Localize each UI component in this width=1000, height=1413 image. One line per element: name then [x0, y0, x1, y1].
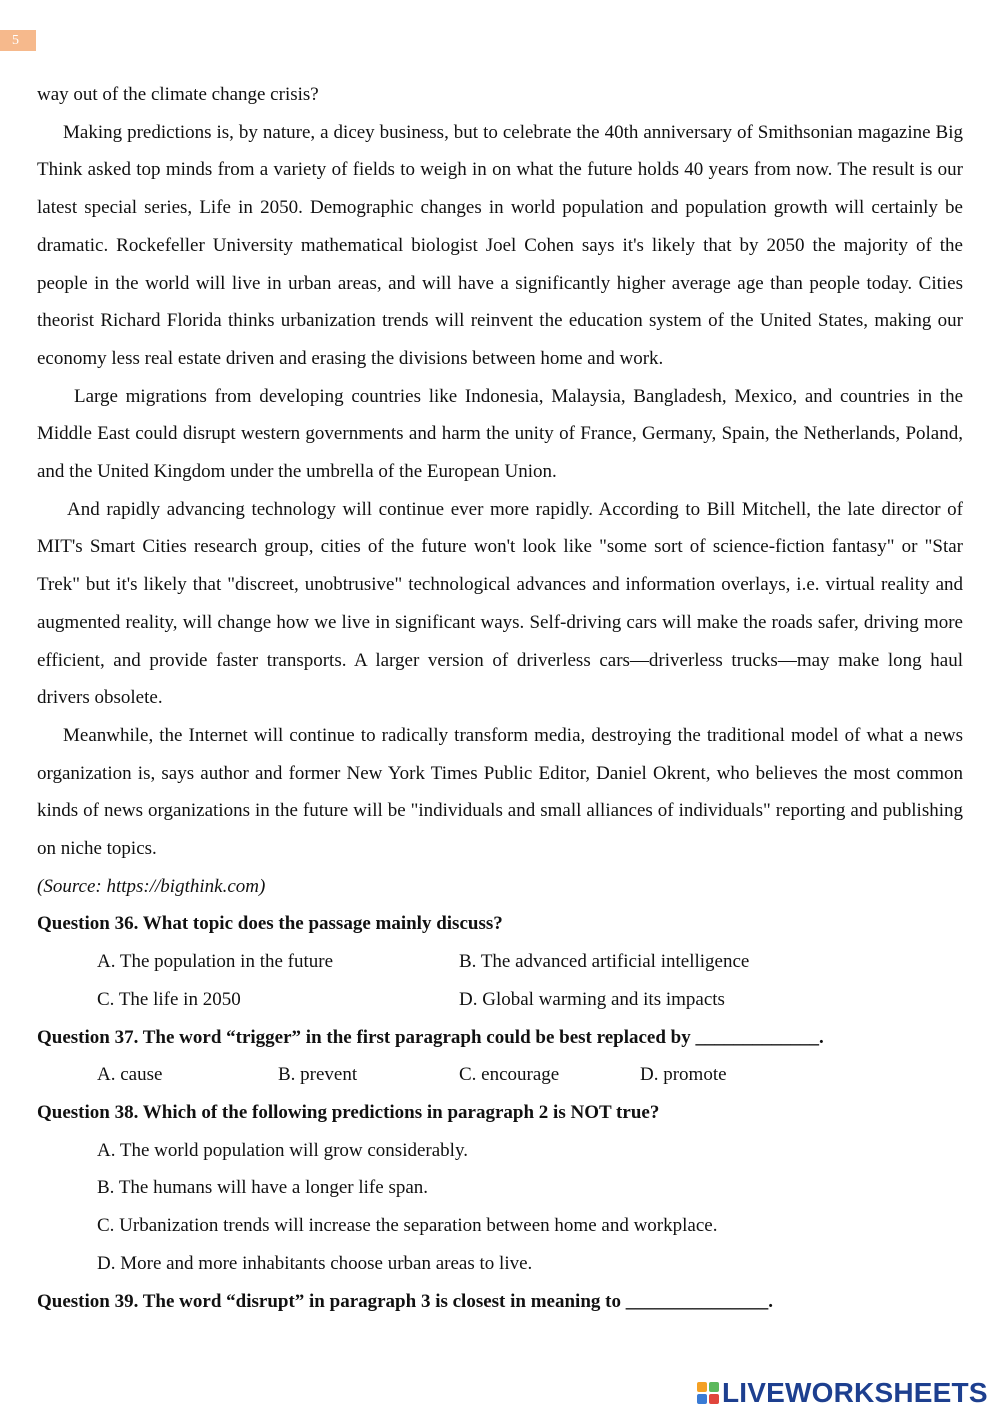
- paragraph-continuation: way out of the climate change crisis?: [37, 84, 319, 105]
- question-38-option-b[interactable]: B. The humans will have a longer life span.: [97, 1177, 429, 1199]
- question-37-option-d[interactable]: D. promote: [640, 1064, 727, 1086]
- question-36-options-row-2: [37, 981, 963, 1019]
- question-38-option-d[interactable]: D. More and more inhabitants choose urban areas to live.: [97, 1252, 533, 1274]
- paragraph-3: Large migrations from developing countries like Indonesia, Malaysia, Bangladesh, Mexico, and countries in the Middle East could disrupt western governments and harm the unity of France, Germany, Spain, the Netherlands, Poland, and the United Kingdom under the umbrella of the European Union.: [37, 385, 963, 483]
- liveworksheets-logo: [697, 1375, 988, 1411]
- question-36-option-b[interactable]: B. The advanced artificial intelligence: [459, 951, 750, 973]
- question-38-option-a[interactable]: A. The world population will grow considerably.: [97, 1139, 468, 1161]
- question-39-stem: Question 39. The word “disrupt” in paragraph 3 is closest in meaning to _______________.: [37, 1290, 773, 1312]
- paragraph-4: And rapidly advancing technology will continue ever more rapidly. According to Bill Mitchell, the late director of MIT's Smart Cities research group, cities of the future won't look like "some sort of science-fiction fantasy" or "Star Trek" but it's likely that "discreet, unobtrusive" technological advances and information overlays, i.e. virtual reality and augmented reality, will change how we live in significant ways. Self-driving cars will make the roads safer, driving more efficient, and provide faster transports. A larger version of driverless cars—driverless trucks—may make long haul drivers obsolete.: [37, 498, 963, 709]
- paragraph-5: Meanwhile, the Internet will continue to radically transform media, destroying the traditional model of what a news organization is, says author and former New York Times Public Editor, Daniel Okrent, who believes the most common kinds of news organizations in the future will be "individuals and small alliances of individuals" reporting and publishing on niche topics.: [37, 724, 963, 860]
- page-number-badge: 5: [0, 30, 36, 51]
- source-citation: (Source: https://bigthink.com): [37, 875, 266, 897]
- question-36-option-a[interactable]: A. The population in the future: [97, 951, 334, 973]
- question-37-option-b[interactable]: B. prevent: [278, 1064, 358, 1086]
- liveworksheets-logo-text: LIVEWORKSHEETS: [722, 1377, 988, 1408]
- question-36-option-d[interactable]: D. Global warming and its impacts: [459, 988, 725, 1010]
- worksheet-content: [37, 76, 963, 1320]
- question-36-options-row-1: [37, 943, 963, 981]
- liveworksheets-logo-icon: [697, 1382, 719, 1404]
- question-38-stem: Question 38. Which of the following predictions in paragraph 2 is NOT true?: [37, 1101, 660, 1123]
- question-37-option-a[interactable]: A. cause: [97, 1064, 163, 1086]
- question-37-options: [37, 1056, 963, 1094]
- question-38-option-c[interactable]: C. Urbanization trends will increase the separation between home and workplace.: [97, 1215, 718, 1237]
- question-37-stem: Question 37. The word “trigger” in the first paragraph could be best replaced by _____________.: [37, 1026, 824, 1048]
- question-37-option-c[interactable]: C. encourage: [459, 1064, 560, 1086]
- paragraph-2: Making predictions is, by nature, a dicey business, but to celebrate the 40th anniversary of Smithsonian magazine Big Think asked top minds from a variety of fields to weigh in on what the future holds 40 years from now. The result is our latest special series, Life in 2050. Demographic changes in world population and population growth will certainly be dramatic. Rockefeller University mathematical biologist Joel Cohen says it's likely that by 2050 the majority of the people in the world will live in urban areas, and will have a significantly higher average age than people today. Cities theorist Richard Florida thinks urbanization trends will reinvent the education system of the United States, making our economy less real estate driven and erasing the divisions between home and work.: [37, 121, 963, 369]
- question-36-option-c[interactable]: C. The life in 2050: [97, 988, 241, 1010]
- question-36-stem: Question 36. What topic does the passage mainly discuss?: [37, 913, 503, 935]
